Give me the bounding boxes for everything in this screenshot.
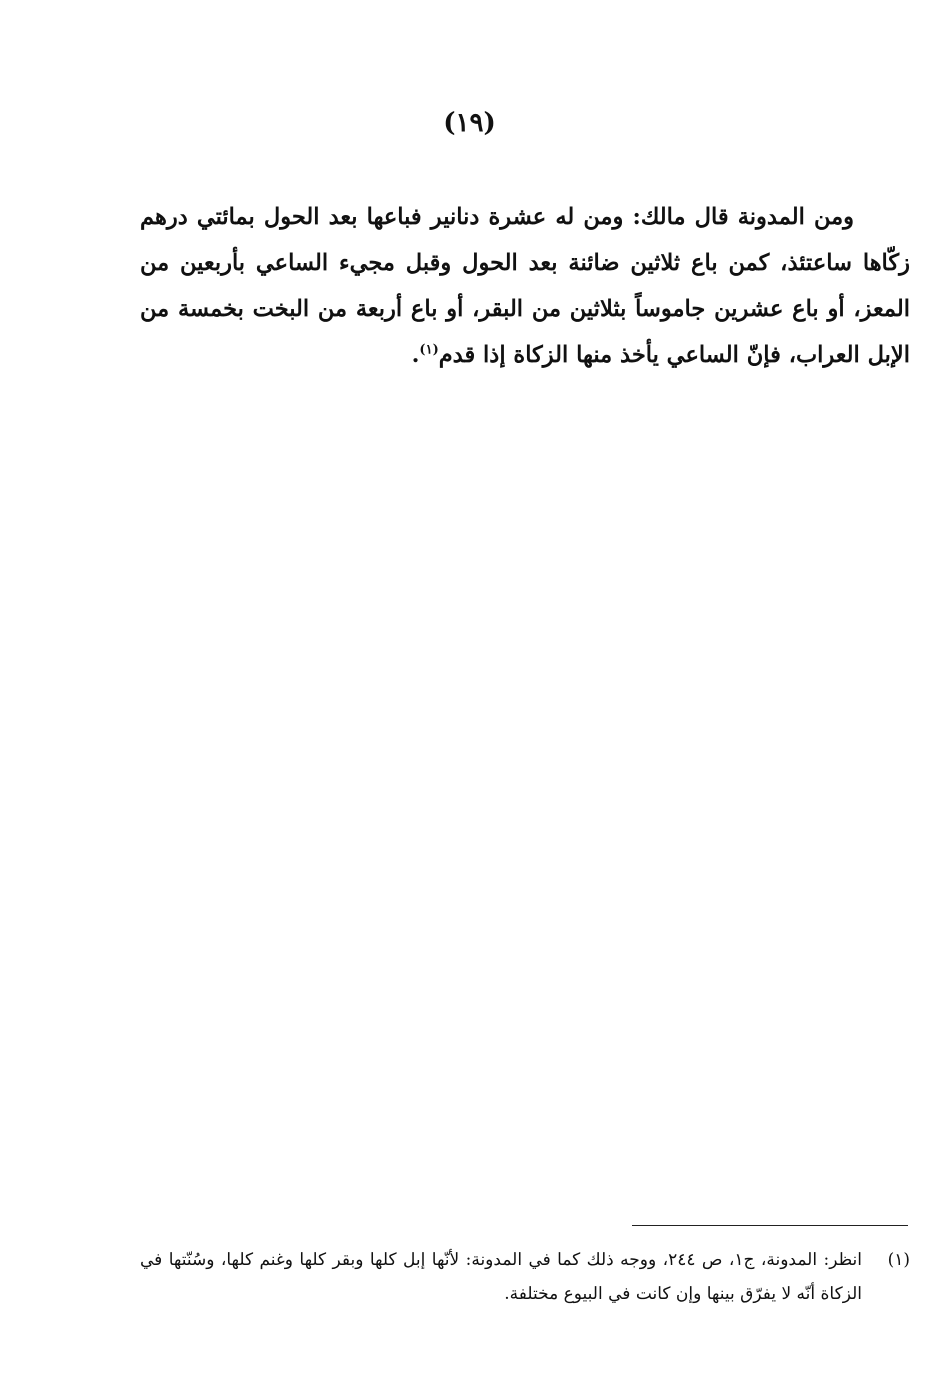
main-paragraph-text: ومن المدونة قال مالك: ومن له عشرة دنانير فباعها بعد الحول بمائتي درهم زكّاها ساعتئذ، كمن باع ثلاثين ضائنة بعد الحول وقبل مجيء الساعي بأربعين من المعز، أو باع عشرين جاموساً بثلاثين من البقر، أو باع أربعة من البخت بخمسة من الإبل العراب، فإنّ الساعي يأخذ منها الزكاة إذا قدم xyxy=(140,204,910,368)
footnote-separator xyxy=(632,1225,908,1226)
footnote xyxy=(140,1243,910,1311)
footnote-reference[interactable]: (١) xyxy=(419,342,439,358)
page-number: (١٩) xyxy=(443,108,496,138)
footnote-text: انظر: المدونة، ج١، ص ٢٤٤، ووجه ذلك كما في المدونة: لأنّها إبل كلها وبقر كلها وغنم كلها، وسُنّتها في الزكاة أنّه لا يفرّق بينها وإن كانت في البيوع مختلفة. xyxy=(140,1250,862,1304)
main-paragraph xyxy=(140,194,910,378)
footnote-marker: (١) xyxy=(887,1250,910,1270)
end-punctuation: . xyxy=(411,342,420,368)
